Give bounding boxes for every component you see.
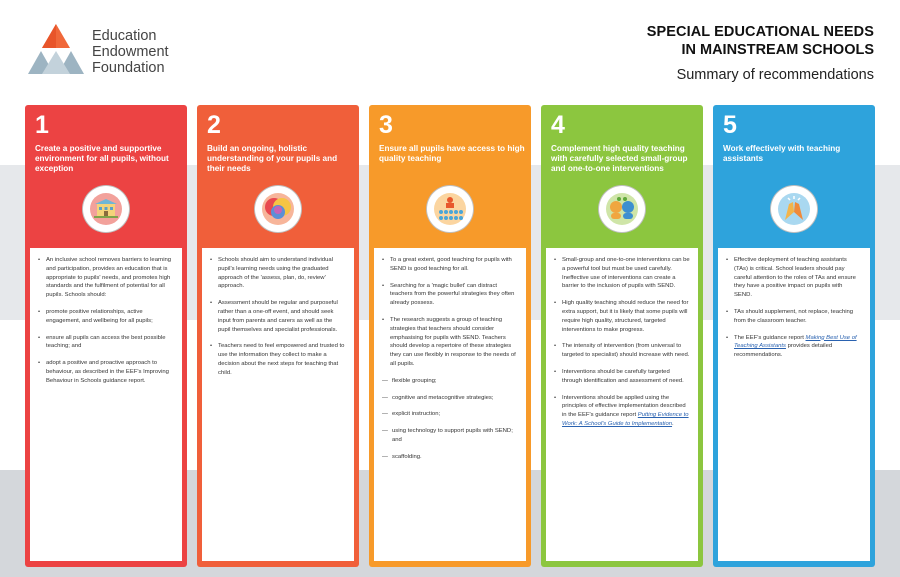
- card-bullet: • Searching for a 'magic bullet' can distract teachers from the powerful strategies they often already possess.: [382, 282, 518, 308]
- card-dash-item: — explicit instruction;: [382, 410, 518, 419]
- card-body: [374, 248, 526, 561]
- card-heading: Create a positive and supportive environment for all pupils, without exception: [35, 144, 169, 173]
- page-header: [0, 0, 900, 100]
- implementation-guide-link[interactable]: Putting Evidence to Work: A School's Guide to Implementation: [562, 412, 689, 427]
- card-bullet: • The research suggests a group of teaching strategies that teachers should consider emphasising for pupils with SEND. Teachers should develop a repertoire of these strategies they can use flexibly in response to the needs of all pupils.: [382, 316, 518, 369]
- logo-line-education: Education: [92, 28, 157, 44]
- recommendation-card-4: [541, 105, 703, 567]
- card-body: [546, 248, 698, 561]
- title-line-2: IN MAINSTREAM SCHOOLS: [681, 42, 874, 58]
- card-bullet-text: Interventions should be applied using the principles of effective implementation described in the EEF's guidance report: [562, 394, 686, 419]
- card-bullet: • The intensity of intervention (from universal to targeted to specialist) should increase with need.: [554, 342, 690, 360]
- card-bullet: • An inclusive school removes barriers to learning and participation, provides an education that is appropriate to pupils' needs, and promotes high standards and the fulfilment of potential for all pupils. Schools should:: [38, 256, 174, 300]
- card-number: 4: [551, 111, 565, 139]
- card-number: 2: [207, 111, 221, 139]
- card-bullet-end: provides detailed recommendations.: [734, 343, 833, 359]
- card-bullet: • ensure all pupils can access the best possible teaching; and: [38, 334, 174, 352]
- card-bullet: • Small-group and one-to-one interventions can be a powerful tool but must be used carefully. Ineffective use of interventions can create a barrier to the inclusion of pupils with SEND.: [554, 256, 690, 291]
- card-dash-item: — cognitive and metacognitive strategies;: [382, 394, 518, 403]
- logo-text: [92, 28, 169, 76]
- card-heading: Build an ongoing, holistic understanding of your pupils and their needs: [207, 144, 338, 173]
- card-heading: Ensure all pupils have access to high quality teaching: [379, 144, 525, 163]
- card-heading: Work effectively with teaching assistants: [723, 144, 841, 163]
- school-building-icon: [82, 185, 130, 233]
- recommendation-card-5: [713, 105, 875, 567]
- page-subtitle: Summary of recommendations: [676, 67, 874, 83]
- card-bullet-text: The EEF's guidance report: [734, 334, 804, 341]
- card-bullet: • promote positive relationships, active engagement, and wellbeing for all pupils;: [38, 308, 174, 326]
- card-bullet-end: .: [672, 420, 674, 427]
- card-bullet: • Teachers need to feel empowered and trusted to use the information they collect to make a decision about the next steps for teaching that child.: [210, 342, 346, 377]
- card-bullet: • Schools should aim to understand individual pupil's learning needs using the graduated approach of the 'assess, plan, do, review' approach.: [210, 256, 346, 291]
- card-bullet: • TAs should supplement, not replace, teaching from the classroom teacher.: [726, 308, 862, 326]
- recommendation-card-2: [197, 105, 359, 567]
- page-title: [647, 23, 874, 85]
- card-bullet: • Assessment should be regular and purposeful rather than a one-off event, and should seek input from parents and carers as well as the pupil themselves and specialist professionals.: [210, 299, 346, 334]
- recommendation-card-3: [369, 105, 531, 567]
- card-bullet: • adopt a positive and proactive approach to behaviour, as described in the EEF's Improving Behaviour in Schools guidance report.: [38, 359, 174, 385]
- card-body: [30, 248, 182, 561]
- logo-line-endowment: Endowment: [92, 44, 169, 60]
- heads-profile-icon: [254, 185, 302, 233]
- card-bullet: • Interventions should be carefully targeted through identification and assessment of need.: [554, 368, 690, 386]
- card-dash-item: — using technology to support pupils with SEND; and: [382, 427, 518, 445]
- teaching-assistants-guide-link[interactable]: Making Best Use of Teaching Assistants: [734, 334, 857, 350]
- teacher-class-icon: [426, 185, 474, 233]
- card-dash-item: — flexible grouping;: [382, 377, 518, 386]
- card-bullet: • To a great extent, good teaching for pupils with SEND is good teaching for all.: [382, 256, 518, 274]
- card-number: 1: [35, 111, 49, 139]
- card-bullet: [726, 334, 862, 360]
- high-five-icon: [770, 185, 818, 233]
- eef-logo-icon: [28, 24, 84, 76]
- card-bullet: [554, 394, 690, 429]
- card-dash-item: — scaffolding.: [382, 453, 518, 462]
- logo-line-foundation: Foundation: [92, 60, 165, 76]
- card-bullet: • Effective deployment of teaching assistants (TAs) is critical. School leaders should pay careful attention to the roles of TAs and ensure they have a positive impact on pupils with SEND.: [726, 256, 862, 300]
- title-line-1: SPECIAL EDUCATIONAL NEEDS: [646, 24, 874, 40]
- card-bullet: • High quality teaching should reduce the need for extra support, but it is likely that some pupils will require high quality, structured, targeted interventions to make progress.: [554, 299, 690, 334]
- card-number: 5: [723, 111, 737, 139]
- card-body: [202, 248, 354, 561]
- card-number: 3: [379, 111, 393, 139]
- conversation-icon: [598, 185, 646, 233]
- recommendation-card-1: [25, 105, 187, 567]
- card-body: [718, 248, 870, 561]
- card-heading: Complement high quality teaching with carefully selected small-group and one-to-one interventions: [551, 144, 688, 173]
